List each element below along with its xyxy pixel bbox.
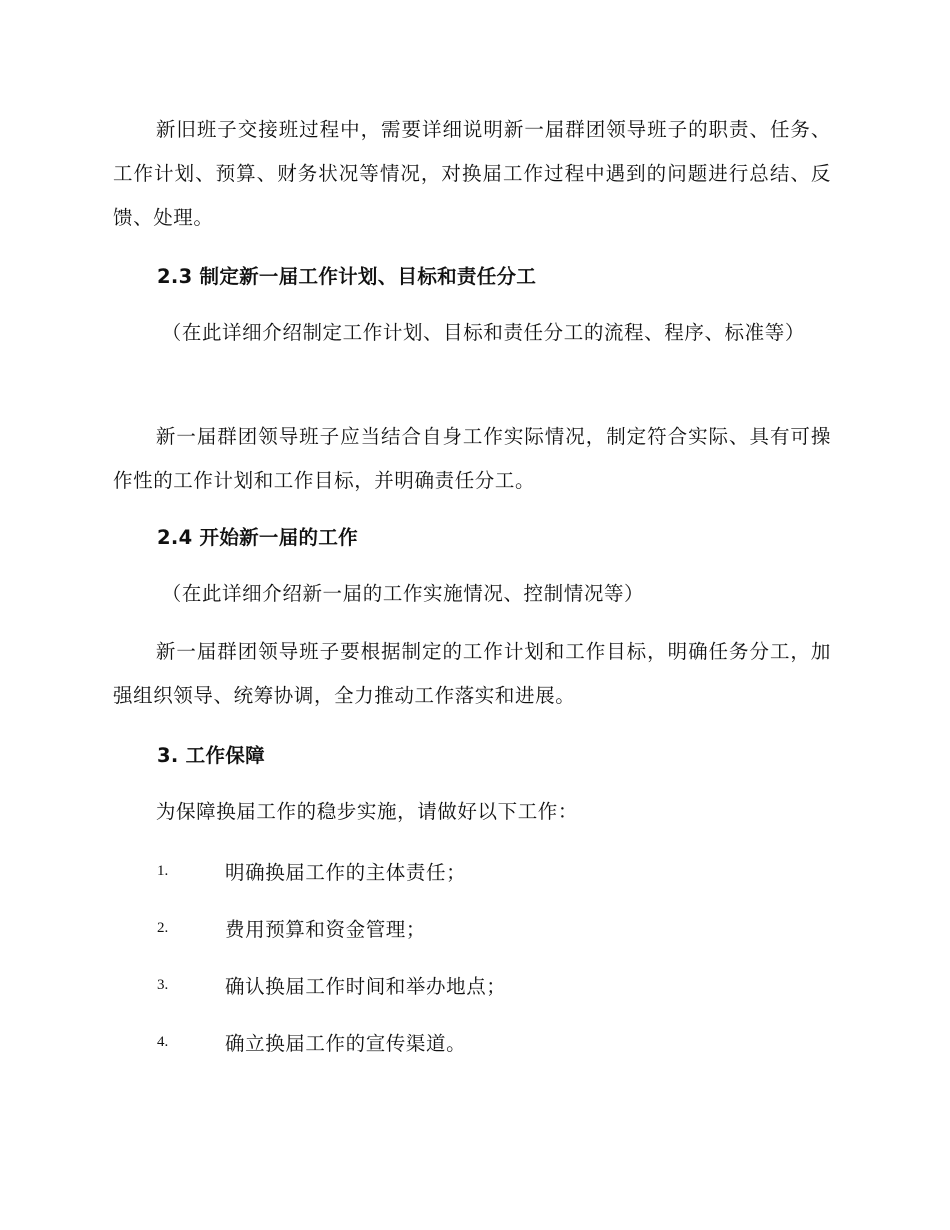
paragraph-start: 新一届群团领导班子要根据制定的工作计划和工作目标，明确任务分工，加强组织领导、统筹协调，全力推动工作落实和进展。: [113, 640, 831, 707]
list-number: 4.: [157, 1033, 169, 1050]
paragraph-plan-note: （在此详细介绍制定工作计划、目标和责任分工的流程、程序、标准等）: [161, 321, 805, 344]
list-number: 1.: [157, 862, 169, 879]
list-item: [157, 970, 506, 1000]
paragraph-start-note: （在此详细介绍新一届的工作实施情况、控制情况等）: [161, 582, 645, 605]
paragraph-guarantee-intro: 为保障换届工作的稳步实施，请做好以下工作：: [155, 800, 578, 823]
heading-2-3: 2.3 制定新一届工作计划、目标和责任分工: [157, 265, 537, 288]
list-text: 确认换届工作时间和举办地点；: [225, 975, 507, 998]
list-text: 费用预算和资金管理；: [225, 918, 427, 941]
list-item: [157, 913, 426, 943]
paragraph-handover: 新旧班子交接班过程中，需要详细说明新一届群团领导班子的职责、任务、工作计划、预算、财务状况等情况，对换届工作过程中遇到的问题进行总结、反馈、处理。: [113, 118, 831, 229]
list-number: 2.: [157, 919, 169, 936]
heading-3: 3. 工作保障: [157, 744, 265, 767]
list-item: [157, 856, 466, 886]
heading-2-4: 2.4 开始新一届的工作: [157, 526, 358, 549]
list-item: [157, 1027, 466, 1057]
paragraph-plan: 新一届群团领导班子应当结合自身工作实际情况，制定符合实际、具有可操作性的工作计划和工作目标，并明确责任分工。: [113, 425, 831, 492]
list-text: 明确换届工作的主体责任；: [225, 861, 467, 884]
list-text: 确立换届工作的宣传渠道。: [225, 1032, 467, 1055]
list-number: 3.: [157, 976, 169, 993]
